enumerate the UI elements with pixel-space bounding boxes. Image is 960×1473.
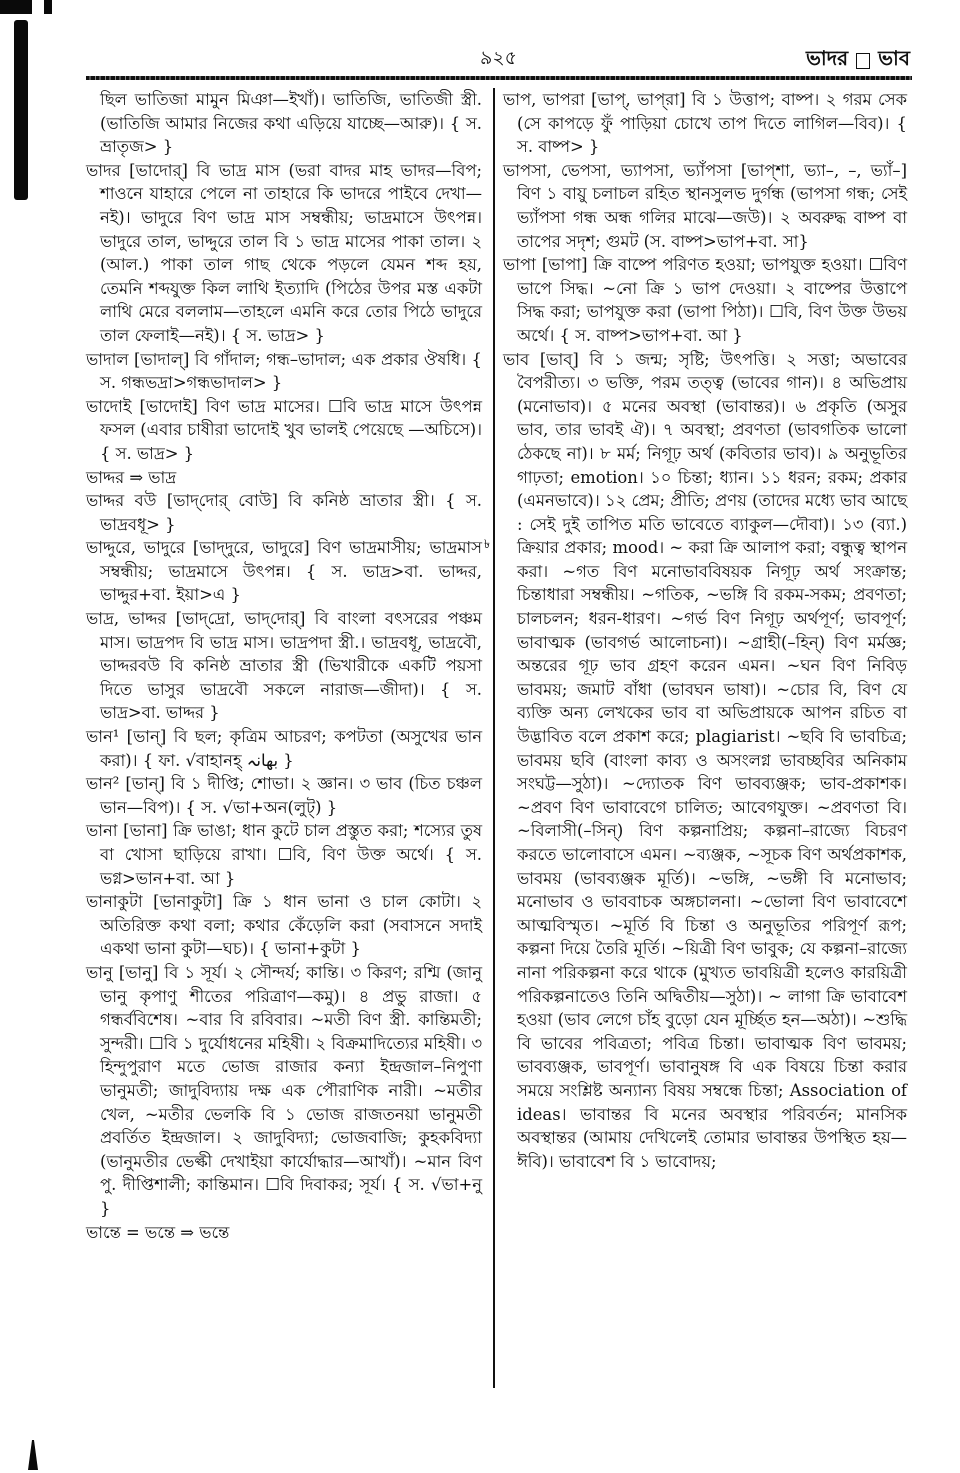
dictionary-entry: ভাদোই [ভাদোই] বিণ ভাদ্র মাসের। ☐বি ভাদ্র মাসে উৎপন্ন ফসল (এবার চাষীরা ভাদোই খুব ভালই পেয়েছে —অচিসে)। { স. ভাদ্র> }: [86, 396, 482, 463]
dictionary-entry: ছিল ভাতিজা মামুন মিঞা—ইখাঁ)। ভাতিজি, ভাতিজী স্ত্রী. (ভাতিজি আমার নিজের কথা এড়িয়ে যাচ্ছে—আরু)। { স. ভ্রাতৃজ> }: [100, 90, 482, 157]
dictionary-entry: ভাদ্দুরে, ভাদুরে [ভাদ্‌দুরে, ভাদুরে] বিণ ভাদ্রমাসীয়; ভাদ্রমাস সম্বন্ধীয়; ভাদ্রমাসে উৎপন্ন। { স. ভাদ্র>বা. ভাদ্দর, ভাদ্দুর+বা. ইয়া>এ }: [86, 538, 482, 605]
dictionary-entry: ভাদ্দর বউ [ভাদ্‌দোর্ বোউ] বি কনিষ্ঠ ভ্রাতার স্ত্রী। { স. ভাদ্রবধূ> }: [86, 491, 482, 534]
square-box-icon: [856, 53, 870, 69]
header-rule: [86, 76, 912, 80]
guide-word-last: ভাব: [878, 46, 910, 70]
dictionary-entry: ভাদ্র, ভাদ্দর [ভাদ্‌দ্রো, ভাদ্‌দোর্] বি বাংলা বৎসরের পঞ্চম মাস। ভাদ্রপদ বি ভাদ্র মাস। ভাদ্রপদা স্ত্রী.। ভাদ্রবধূ, ভাদ্রবৌ, ভাদ্দরবউ বি কনিষ্ঠ ভ্রাতার স্ত্রী (ভিখারীকে একটি পয়সা দিতে ভাসুর ভাদ্রবৌ সকলে নারাজ—জীদা)। { স. ভাদ্র>বা. ভাদ্দর }: [86, 609, 482, 723]
dictionary-entry: ভাপ, ভাপরা [ভাপ্, ভাপ্‌রা] বি ১ উত্তাপ; বাষ্প। ২ গরম সেক (সে কাপড়ে ফুঁ পাড়িয়া চোখে তাপ দিতে লাগিল—বিব)। { স. বাষ্প> }: [503, 90, 907, 157]
scan-mark-artifact: [28, 1440, 38, 1470]
scan-binding-shadow: [14, 20, 28, 200]
dictionary-entry: ভান² [ভান্] বি ১ দীপ্তি; শোভা। ২ জ্ঞান। ৩ ভাব (চিত চঞ্চল ভান—বিপ)। { স. √ভা+অন(লুট্) }: [86, 774, 482, 817]
scan-edge-top-artifact: [0, 0, 80, 14]
dictionary-entry: ভাপা [ভাপা] ক্রি বাষ্পে পরিণত হওয়া; ভাপযুক্ত হওয়া। ☐বিণ ভাপে সিদ্ধ। ~নো ক্রি ১ ভাপ দেওয়া। ২ বাষ্পের উত্তাপে সিদ্ধ করা; ভাপযুক্ত করা (ভাপা পিঠা)। ☐বি, বিণ উক্ত উভয় অর্থে। { স. বাষ্প>ভাপ+বা. আ }: [503, 255, 907, 345]
left-column: [86, 88, 482, 1244]
page-header: [80, 44, 910, 72]
margin-mark: ৳: [484, 537, 490, 551]
dictionary-entry: ভান¹ [ভান্] বি ছল; কৃত্রিম আচরণ; কপটতা (অসুখের ভান করা)। { ফা. √বাহানহ্ بهانہ }: [86, 727, 482, 770]
dictionary-entry: ভাব [ভাব্] বি ১ জন্ম; সৃষ্টি; উৎপত্তি। ২ সত্তা; অভাবের বৈপরীত্য। ৩ ভক্তি, পরম তত্ত্ব (ভাবের গান)। ৪ অভিপ্রায় (মনোভাব)। ৫ মনের অবস্থা (ভাবান্তর)। ৬ প্রকৃতি (অসুর ভাব, তার ভাবই ঐ)। ৭ অবস্থা; প্রবণতা (ভাবগতিক ভালো ঠেকছে না)। ৮ মর্ম; নিগূঢ় অর্থ (কবিতার ভাব)। ৯ অনুভূতির গাঢ়তা; emotion। ১০ চিন্তা; ধ্যান। ১১ ধরন; রকম; প্রকার (এমনভাবে)। ১২ প্রেম; প্রীতি; প্রণয় (তাদের মধ্যে ভাব আছে : সেই দুই তাপিত মতি ভাবেতে ব্যাকুল—দৌবা)। ১৩ (ব্যা.) ক্রিয়ার প্রকার; mood। ~ করা ক্রি আলাপ করা; বন্ধুত্ব স্থাপন করা। ~গত বিণ মনোভাববিষয়ক নিগূঢ় অর্থ সংক্রান্ত; চিন্তাধারা সম্বন্ধীয়। ~গতিক, ~ভঙ্গি বি রকম-সকম; প্রবণতা; চালচলন; ধরন-ধারণ। ~গর্ভ বিণ নিগূঢ় অর্থপূর্ণ; ভাবপূর্ণ; ভাবাত্মক (ভাবগর্ভ আলোচনা)। ~গ্রাহী(–হিন্) বিণ মর্মজ্ঞ; অন্তরের গূঢ় ভাব গ্রহণ করেন এমন। ~ঘন বিণ নিবিড় ভাবময়; জমাট বাঁধা (ভাবঘন ভাষা)। ~চোর বি, বিণ যে ব্যক্তি অন্য লেখকের ভাব বা অভিপ্রায়কে আপন রচিত বা উদ্ভাবিত বলে প্রকাশ করে; plagiarist। ~ছবি বি ভাবচিত্র; ভাবময় ছবি (বাংলা কাব্য ও অসংলগ্ন ভাবচ্ছবির অনিকাম সংঘট্ট—সুঠা)। ~দ্যোতক বিণ ভাবব্যঞ্জক; ভাব-প্রকাশক। ~প্রবণ বিণ ভাবাবেগে চালিত; আবেগযুক্ত। ~প্রবণতা বি। ~বিলাসী(–সিন্) বিণ কল্পনাপ্রিয়; কল্পনা–রাজ্যে বিচরণ করতে ভালোবাসে এমন। ~ব্যঞ্জক, ~সূচক বিণ অর্থপ্রকাশক, ভাবময় (ভাবব্যঞ্জক মূর্তি)। ~ভঙ্গি, ~ভঙ্গী বি মনোভাব; মনোভাব ও ভাববাচক অঙ্গচালনা। ~ভোলা বিণ ভাবাবেশে আত্মবিস্মৃত। ~মূর্তি বি চিন্তা ও অনুভূতির পরিপূর্ণ রূপ; কল্পনা দিয়ে তৈরি মূর্তি। ~য়িত্রী বিণ ভাবুক; যে কল্পনা–রাজ্যে নানা পরিকল্পনা করে থাকে (মুখ্যত ভাবয়িত্রী হলেও কারয়িত্রী পরিকল্পনাতেও তিনি অদ্বিতীয়—সুঠা)। ~ লাগা ক্রি ভাবাবেশ হওয়া (ভাব লেগে চাঁহ বুড়ো যেন মূর্চ্ছিত হন—অঠা)। ~শুদ্ধি বি ভাবের পবিত্রতা; পবিত্র চিন্তা। ভাবাত্মক বিণ ভাবময়; ভাবব্যঞ্জক, ভাবপূর্ণ। ভাবানুষঙ্গ বি এক বিষয়ে চিন্তা করার সময়ে সংশ্লিষ্ট অন্যান্য বিষয় সম্বন্ধে চিন্তা; Association of ideas। ভাবান্তর বি মনের অবস্থার পরিবর্তন; মানসিক অবস্থান্তর (আমায় দেখিলেই তোমার ভাবান্তর উপস্থিত হয়—ঈবি)। ভাবাবেশ বি ১ ভাবোদয়;: [503, 349, 907, 1171]
guide-words: [806, 44, 910, 77]
dictionary-entry: ভান্তে = ভন্তে ⇒ ভন্তে: [86, 1222, 230, 1242]
guide-word-first: ভাদর: [805, 46, 849, 70]
dictionary-entry: ভাদ্দর ⇒ ভাদ্র: [86, 467, 177, 487]
dictionary-entry: ভাদর [ভাদোর্] বি ভাদ্র মাস (ভরা বাদর মাহ ভাদর—বিপ; শাওনে যাহারে পেলে না তাহারে কি ভাদরে পাইবে দেখা—নই)। ভাদুরে বিণ ভাদ্র মাস সম্বন্ধীয়; ভাদ্রমাসে উৎপন্ন। ভাদুরে তাল, ভাদ্দুরে তাল বি ১ ভাদ্র মাসের পাকা তাল। ২ (আল.) পাকা তাল গাছ থেকে পড়লে যেমন শব্দ হয়, তেমনি শব্দযুক্ত কিল লাথি ইত্যাদি (পিঠের উপর মস্ত একটা লাথি মেরে বললাম—তাহলে এমনি করে তোর পিঠে ভাদুরে তাল ফেলাই—নই)। { স. ভাদ্র> }: [86, 160, 482, 345]
dictionary-entry: ভাদাল [ভাদাল্] বি গাঁদাল; গন্ধ–ভাদাল; এক প্রকার ঔষধি। { স. গন্ধভদ্রা>গন্ধভাদাল> }: [86, 349, 482, 393]
dictionary-entry: ভানা [ভানা] ক্রি ভাঙা; ধান কুটে চাল প্রস্তুত করা; শস্যের তুষ বা খোসা ছাড়িয়ে রাখা। ☐বি, বিণ উক্ত অর্থে। { স. ভগ্ন>ভান+বা. আ }: [86, 821, 482, 888]
dictionary-entry: ভানাকুটা [ভানাকুটা] ক্রি ১ ধান ভানা ও চাল কোটা। ২ অতিরিক্ত কথা বলা; কথার কেঁড়েলি করা (সবাসনে সদাই একথা ভানা কুটা—ঘচ)। { ভানা+কুটা }: [86, 892, 482, 959]
dictionary-entry: ভানু [ভানু] বি ১ সূর্য। ২ সৌন্দর্য; কান্তি। ৩ কিরণ; রশ্মি (জানু ভানু কৃপাণু শীতের পরিত্রাণ—কমু)। ৪ প্রভু রাজা। ৫ গন্ধর্ববিশেষ। ~বার বি রবিবার। ~মতী বিণ স্ত্রী. কান্তিমতী; সুন্দরী। ☐বি ১ দুর্যোধনের মহিষী। ২ বিক্রমাদিত্যের মহিষী। ৩ হিন্দুপুরাণ মতে ভোজ রাজার কন্যা ইন্দ্রজাল–নিপুণা ভানুমতী; জাদুবিদ্যায় দক্ষ এক পৌরাণিক নারী। ~মতীর খেল, ~মতীর ভেলকি বি ১ ভোজ রাজতনয়া ভানুমতী প্রবর্তিত ইন্দ্রজাল। ২ জাদুবিদ্যা; ভোজবাজি; কুহকবিদ্যা (ভানুমতীর ভেল্কী দেখাইয়া কার্যোদ্ধার—আখাঁ)। ~মান বিণ পু. দীপ্তিশালী; কান্তিমান। ☐বি দিবাকর; সূর্য। { স. √ভা+নু }: [86, 962, 482, 1218]
dictionary-entry: ভাপসা, ভেপসা, ভ্যাপসা, ভ্যাঁপসা [ভাপ্‌শা, ভ্যা–, –, ভ্যাঁ–] বিণ ১ বায়ু চলাচল রহিত স্থানসুলভ দুর্গন্ধ (ভাপসা গন্ধ; সেই ভ্যাঁপসা গন্ধ অন্ধ গলির মাঝে—জউ)। ২ অবরুদ্ধ বাষ্প বা তাপের সদৃশ; গুমট (স. বাষ্প>ভাপ+বা. সা}: [503, 160, 907, 251]
right-column: [503, 88, 907, 1173]
page-number: ৯২৫: [480, 47, 518, 69]
column-divider: [493, 88, 495, 1388]
